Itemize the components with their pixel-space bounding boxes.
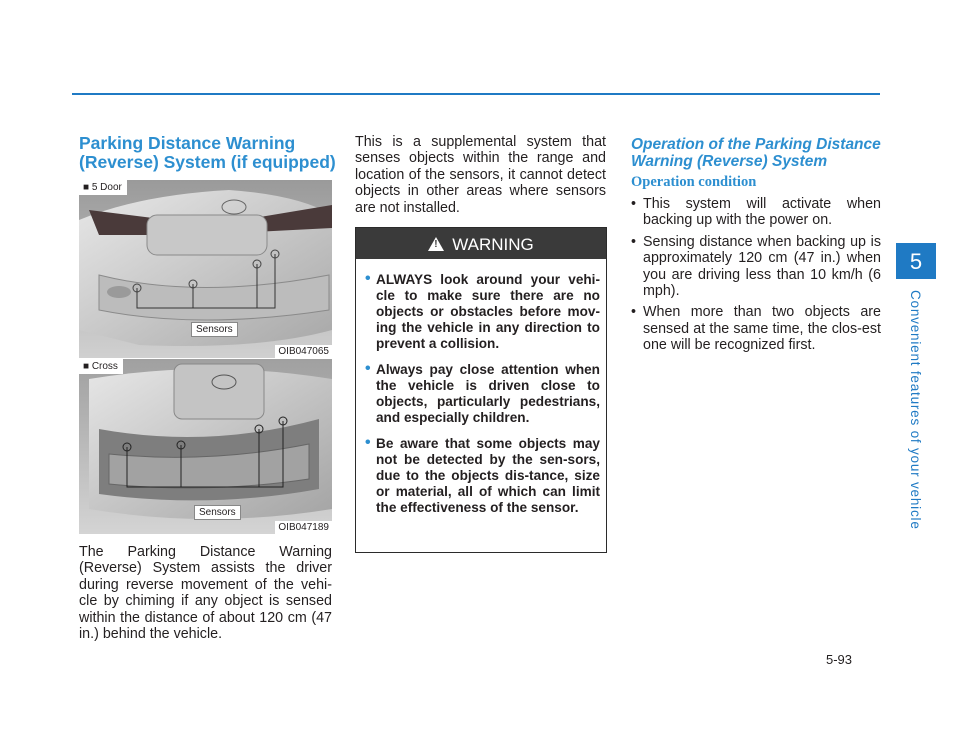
operation-title bbox=[631, 136, 881, 170]
sensors-label: Sensors bbox=[191, 322, 238, 337]
warning-header bbox=[356, 228, 606, 259]
warning-triangle-icon bbox=[428, 237, 444, 251]
warning-item: • Always pay close attention when the vehicle is driven close to objects, particularly pedestrians, and especially children. bbox=[376, 362, 600, 426]
operation-bullets bbox=[631, 196, 881, 359]
header-rule bbox=[72, 93, 880, 95]
section-title bbox=[79, 134, 339, 172]
operation-condition-title: Operation condition bbox=[631, 174, 757, 190]
operation-title-line2: Warning (Reverse) System bbox=[631, 153, 828, 170]
warning-heading: WARNING bbox=[452, 235, 534, 254]
section-title-line2: (Reverse) System (if equipped) bbox=[79, 152, 336, 172]
operation-bullet: • This system will activate when backing up with the power on. bbox=[631, 196, 881, 229]
figure-caption: ■ Cross bbox=[79, 359, 123, 374]
rear-photo-cross bbox=[79, 359, 332, 534]
warning-box bbox=[355, 227, 607, 553]
warning-list bbox=[356, 259, 606, 516]
intro-paragraph: The Parking Distance Warning (Reverse) System assists the driver during reverse movement of the vehi-cle by chiming if any object is sensed within the distance of about 120 cm (47 in.) behind the vehicle. bbox=[79, 544, 332, 643]
sensors-label: Sensors bbox=[194, 505, 241, 520]
figure-caption: ■ 5 Door bbox=[79, 180, 127, 195]
figure-code: OIB047065 bbox=[275, 345, 332, 358]
warning-item: • Be aware that some objects may not be detected by the sen-sors, due to the objects dis-tance, size or material, all of which can limit the effectiveness of the sensor. bbox=[376, 436, 600, 516]
page-number: 5-93 bbox=[826, 652, 853, 667]
rear-photo-5door bbox=[79, 180, 332, 358]
chapter-title bbox=[905, 290, 925, 530]
section-title-line1: Parking Distance Warning bbox=[79, 133, 296, 153]
figure-code: OIB047189 bbox=[275, 521, 332, 534]
warning-item: • ALWAYS look around your vehi-cle to make sure there are no objects or obstacles before mov-ing the vehicle in any direction to prevent a collision. bbox=[376, 272, 600, 352]
operation-bullet: • When more than two objects are sensed at the same time, the clos-est one will be recognized first. bbox=[631, 304, 881, 353]
supplemental-paragraph: This is a supplemental system that senses objects within the range and location of the sensors, it cannot detect objects in other areas where sensors are not installed. bbox=[355, 134, 606, 216]
operation-title-line1: Operation of the Parking Distance bbox=[631, 136, 881, 153]
operation-bullet: • Sensing distance when backing up is approximately 120 cm (47 in.) when you are driving less than 10 km/h (6 mph). bbox=[631, 234, 881, 300]
chapter-title-text: Convenient features of your vehicle bbox=[908, 290, 923, 530]
chapter-number-tab[interactable]: 5 bbox=[896, 243, 936, 279]
